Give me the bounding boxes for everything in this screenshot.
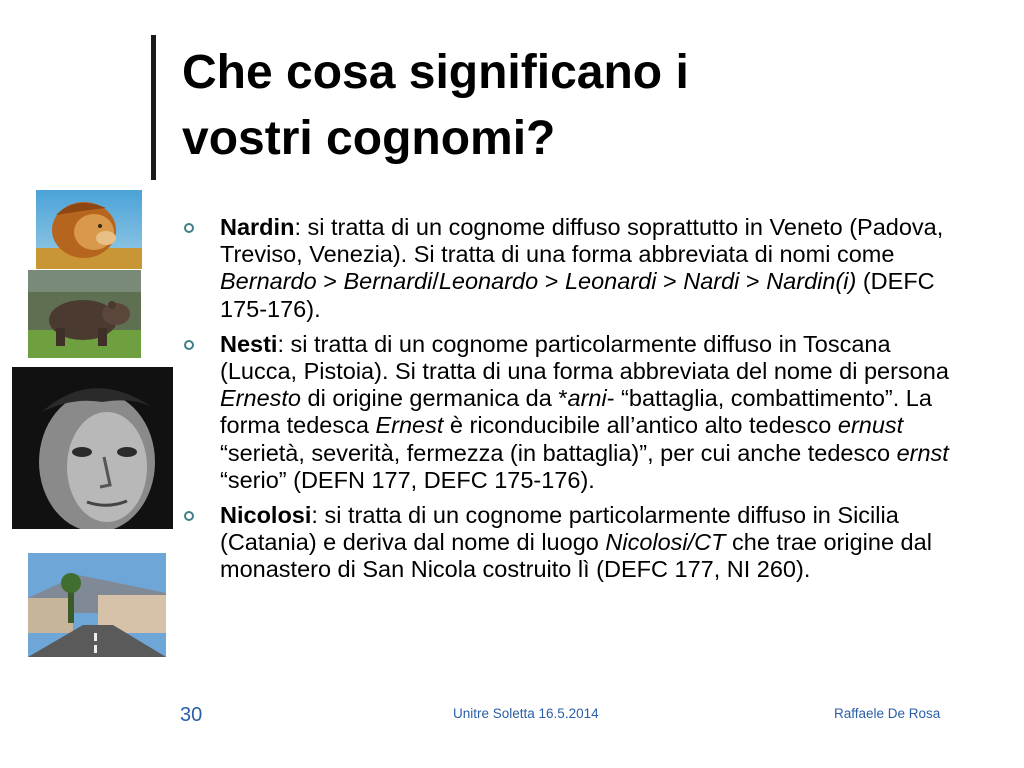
man-portrait-image [12, 367, 173, 529]
text-segment: Nardi [683, 268, 740, 295]
text-segment: : si tratta di un cognome diffuso soprattutto in Veneto (Padova, Treviso, Venezia). Si tratta di una forma abbreviata di nomi come [220, 214, 944, 268]
bear-image [28, 270, 141, 358]
text-segment: ernst [896, 439, 949, 466]
town-street-image [28, 553, 166, 657]
text-segment: di origine germanica da * [301, 385, 568, 412]
bullet-item [184, 502, 964, 584]
text-segment: Ernest [375, 412, 444, 439]
dot-gray [104, 94, 130, 120]
text-segment: “serietà, severità, fermezza (in battaglia)”, per cui anche tedesco [220, 439, 897, 466]
surname-term: Nardin [220, 214, 295, 240]
lion-image [36, 190, 142, 269]
title-line-1: Che cosa significano i [182, 46, 689, 99]
text-segment: (DEFC 175-176). [220, 268, 935, 322]
text-segment: ernust [837, 412, 904, 439]
title-divider [151, 35, 156, 180]
dot-dark [17, 94, 43, 120]
surname-term: Nicolosi [220, 502, 312, 529]
text-segment: > [316, 268, 344, 295]
text-segment: “serio” (DEFN 177, DEFC 175-176). [220, 466, 595, 493]
title-line-2: vostri cognomi? [182, 112, 556, 165]
page-number: 30 [180, 704, 203, 726]
footer-right: Raffaele De Rosa [834, 706, 941, 721]
surname-term: Nesti [220, 330, 278, 357]
slide-title [182, 40, 962, 172]
dot-light-teal [61, 94, 87, 120]
text-segment: : si tratta di un cognome particolarmente diffuso in Toscana (Lucca, Pistoia). Si tratta di una forma abbreviata del nome di persona [220, 330, 949, 385]
bullet-icon [184, 340, 194, 350]
footer-center: Unitre Soletta 16.5.2014 [453, 706, 599, 721]
bullet-icon [184, 223, 194, 233]
text-segment: Bernardi [343, 268, 433, 295]
text-segment: Leonardo [438, 268, 539, 295]
text-segment: > [656, 268, 684, 295]
text-segment: : si tratta di un cognome particolarmente diffuso in Sicilia (Catania) e deriva dal nome di luogo [220, 502, 899, 556]
bullet-item [184, 214, 964, 323]
bullet-icon [184, 511, 194, 521]
text-segment: è riconducibile all’antico alto tedesco [443, 412, 838, 439]
text-segment: > [739, 268, 767, 295]
text-segment: arni [567, 385, 607, 412]
text-segment: Leonardi [564, 268, 657, 295]
bullet-list [184, 214, 964, 592]
text-segment: Ernesto [220, 385, 301, 412]
text-segment: > [538, 268, 565, 295]
text-segment: / [432, 268, 439, 295]
bullet-item [184, 331, 964, 494]
text-segment: Bernardo [220, 268, 317, 295]
text-segment: Nicolosi/CT [605, 529, 726, 556]
text-segment: Nardin(i) [766, 268, 857, 295]
text-segment: che trae origine dal monastero di San Nicola costruito lì (DEFC 177, NI 260). [220, 529, 932, 583]
text-segment: - “battaglia, combattimento”. La forma tedesca [220, 385, 932, 439]
